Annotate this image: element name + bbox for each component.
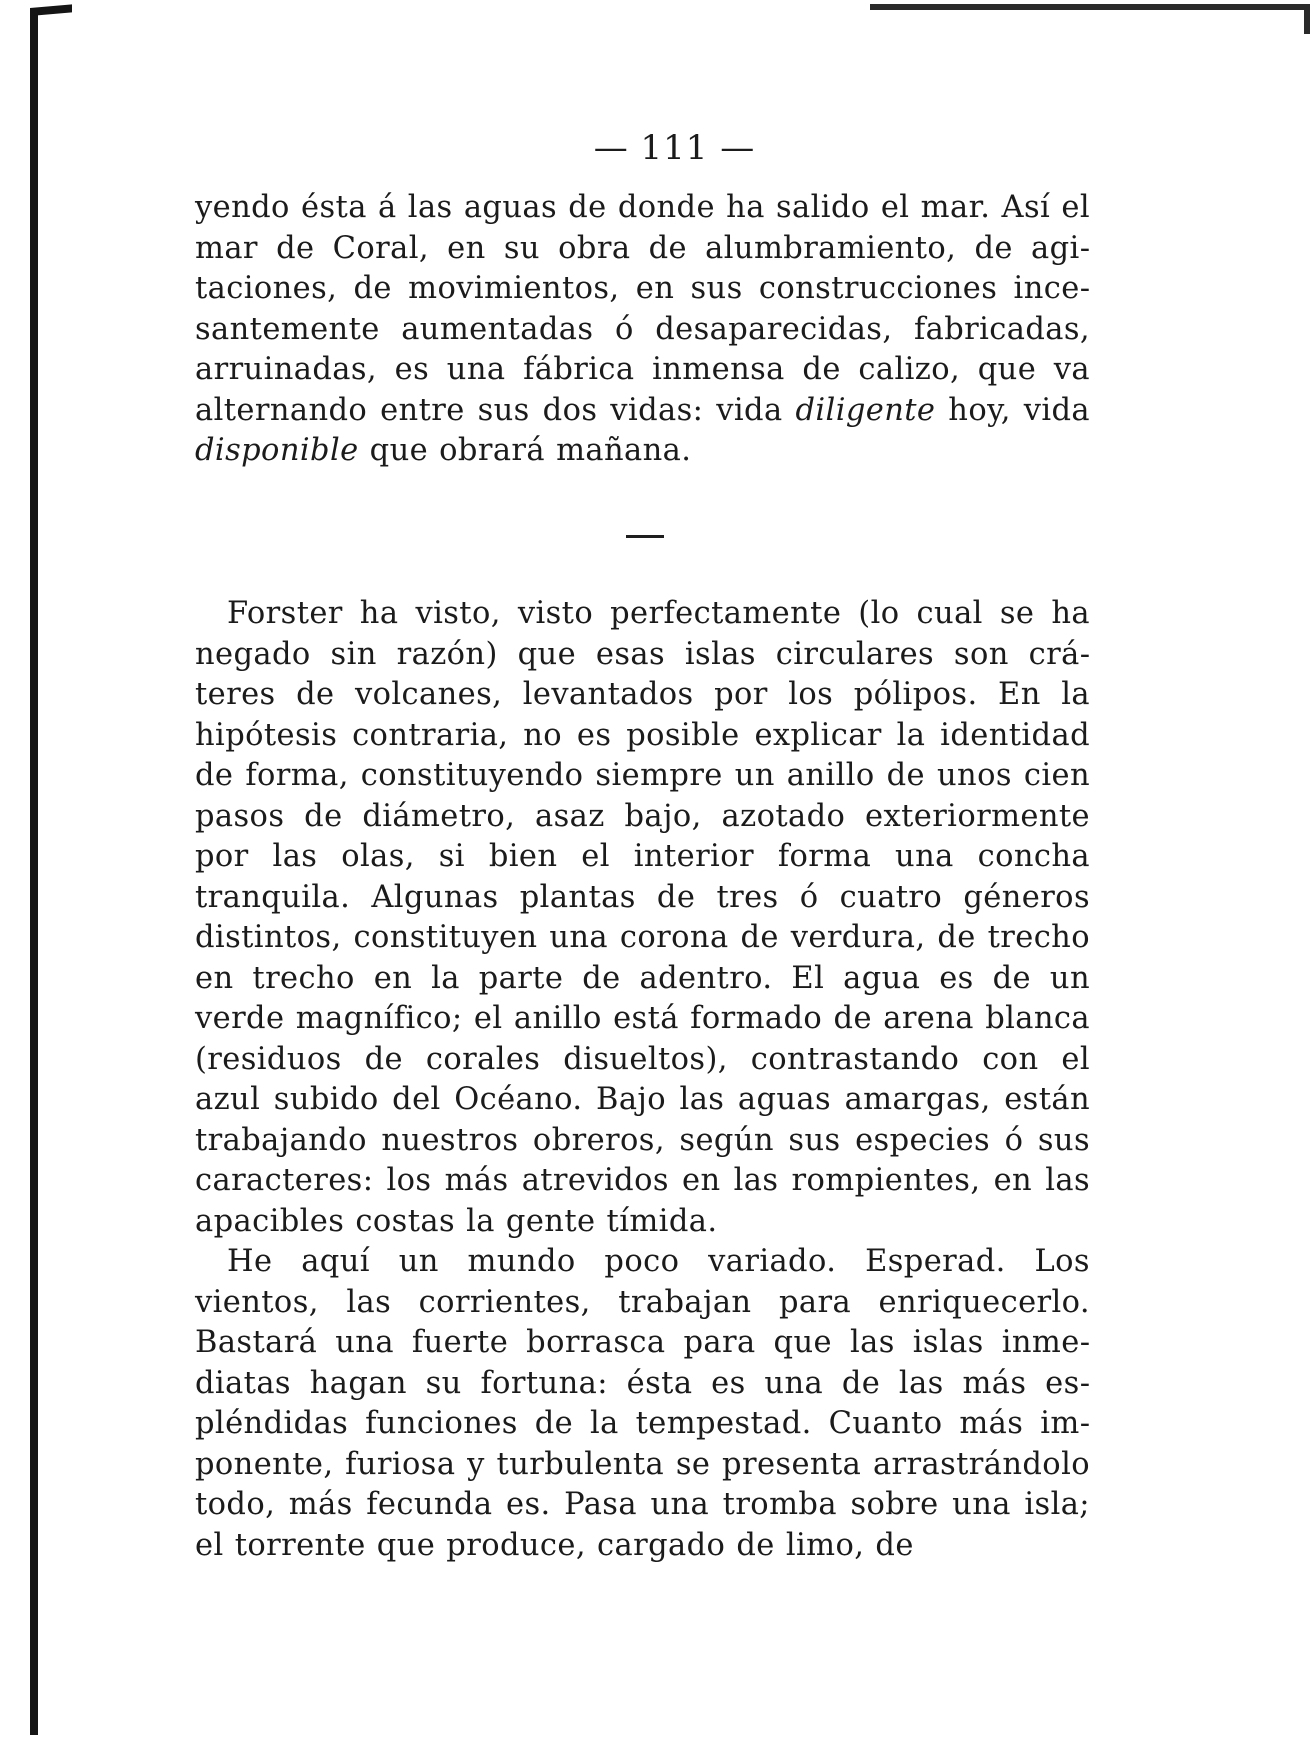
book-spine-shadow (30, 10, 38, 1735)
paragraph-continuation (195, 188, 1090, 472)
paragraph-text: hoy, vida (935, 392, 1090, 428)
paragraph-he-aqui: He aquí un mundo poco variado. Esperad. Los vientos, las corrientes, trabajan para enriquecerlo. Bastará una fuerte borrasca para que las islas inmediatas hagan su fortuna: ésta es una de las más espléndidas funciones de la tempestad. Cuanto más imponente, furiosa y turbulenta se presenta arrastrándolo todo, más fecunda es. Pasa una tromba sobre una isla; el torrente que produce, cargado de limo, de (195, 1244, 1090, 1563)
section-separator (626, 535, 664, 538)
top-edge-corner (1304, 4, 1310, 34)
main-text (195, 594, 1090, 1566)
italic-word: disponible (195, 433, 359, 468)
page-number: — 111 — (593, 128, 756, 168)
top-edge-line (870, 4, 1310, 10)
paragraph-forster: Forster ha visto, visto perfectamente (lo cual se ha negado sin razón) que esas islas circulares son cráteres de volcanes, levantados por los pólipos. En la hipótesis contraria, no es posible explicar la identidad de forma, constituyendo siempre un anillo de unos cien pasos de diámetro, asaz bajo, azotado exteriormente por las olas, si bien el interior forma una concha tranquila. Algunas plantas de tres ó cuatro géneros distintos, constituyen una corona de verdura, de trecho en trecho en la parte de adentro. El agua es de un verde magnífico; el anillo está formado de arena blanca (residuos de corales disueltos), contrastando con el azul subido del Océano. Bajo las aguas amargas, están trabajando nuestros obreros, según sus especies ó sus caracteres: los más atrevidos en las rompientes, en las apacibles costas la gente tímida. (195, 596, 1090, 1239)
paragraph-text: yendo ésta á las aguas de donde ha salido el mar. Así el mar de Coral, en su obra de alumbramiento, de agitaciones, de movimientos, en sus construcciones incesantemente aumentadas ó desaparecidas, fabricadas, arruinadas, es una fábrica inmensa de calizo, que va alternando entre sus dos vidas: vida (195, 190, 1090, 428)
italic-word: diligente (795, 392, 936, 428)
book-spine-corner (30, 4, 72, 16)
paragraph-text: que obrará mañana. (358, 433, 692, 468)
